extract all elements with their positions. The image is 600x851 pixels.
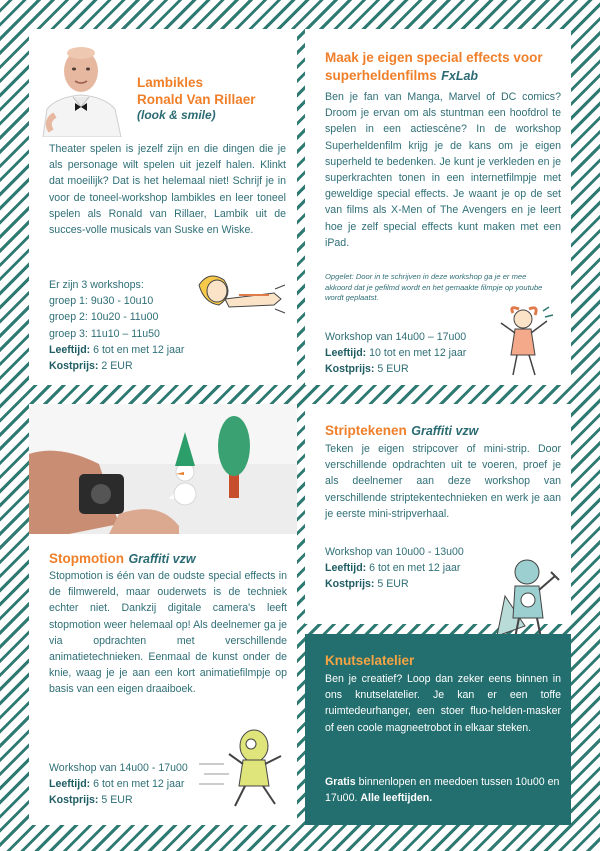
age-value: 6 tot en met 12 jaar <box>90 343 185 356</box>
fxlab-title: Maak je eigen special effects voor superheldenfilms <box>325 50 543 83</box>
free-label: Gratis <box>325 776 356 788</box>
knutselatelier-description: Ben je creatief? Loop dan zeker eens binnen in ons knutselatelier. Je kan er een toffe ruimtedeurhanger, een stoer fluo-helden-masker of een coole magneetrobot in elkaar steken. <box>325 673 561 734</box>
fxlab-organizer: FxLab <box>441 69 479 83</box>
lambikles-subtitle: (look & smile) <box>137 108 216 122</box>
time-line: Workshop van 14u00 - 17u00 <box>49 762 188 774</box>
lambikles-description: Theater spelen is jezelf zijn en die dingen die je als personage wilt spelen uit jezelf halen. Klinkt dat moeilijk? Dat is het helemaal niet! Schrijf je in voor de toneel-workshop lambikles en leer toneel spelen als Ronald van Rillaer, Lambik uit de succes-volle musicals van Suske en Wiske. <box>49 143 286 237</box>
fxlab-schedule <box>325 329 505 378</box>
price-value: 5 EUR <box>98 794 133 807</box>
price-label: Kostprijs: <box>325 578 375 591</box>
fxlab-card <box>305 29 571 385</box>
knutselatelier-info <box>325 774 561 806</box>
knutselatelier-card <box>305 634 571 825</box>
superhero-girl-illustration <box>495 305 555 380</box>
age-value: 10 tot en met 12 jaar <box>366 347 467 360</box>
running-robot-illustration <box>199 724 294 809</box>
free-text: binnenlopen en meedoen tussen 10u00 en 17u00. <box>325 776 560 805</box>
age-value: 6 tot en met 12 jaar <box>366 562 461 575</box>
all-ages: Alle leeftijden. <box>360 792 433 805</box>
striptekenen-schedule <box>325 544 505 593</box>
striptekenen-title: Striptekenen <box>325 423 407 438</box>
age-label: Leeftijd: <box>325 347 367 360</box>
price-line <box>325 361 505 377</box>
knutselatelier-title: Knutselatelier <box>325 653 415 668</box>
flying-girl-illustration <box>189 265 289 325</box>
workshops-intro: Er zijn 3 workshops: <box>49 279 144 291</box>
age-line <box>325 560 505 576</box>
price-value: 2 EUR <box>98 360 133 373</box>
stopmotion-description: Stopmotion is één van de oudste special effects in de filmwereld, maar ouderwets is de techniek echter niet. Dankzij digitale camera's leeft stopmotion weer helemaal op! Als deelnemer ga je via opdrachten met verschillende animatietechnieken. Eenmaal de kunst onder de knie, waag je je aan een kort animatiefilmpje op basis van een eigen draaiboek. <box>49 570 287 696</box>
price-label: Kostprijs: <box>325 363 375 376</box>
price-label: Kostprijs: <box>49 794 99 807</box>
lambikles-presenter: Ronald Van Rillaer <box>137 92 256 107</box>
price-line <box>49 358 286 374</box>
ronald-van-rillaer-photo <box>37 37 125 137</box>
time-line: Workshop van 14u00 – 17u00 <box>325 331 467 343</box>
group-3: groep 3: 11u10 – 11u50 <box>49 327 160 340</box>
striptekenen-organizer: Graffiti vzw <box>411 424 479 438</box>
striptekenen-description: Teken je eigen stripcover of mini-strip. Door verschillende opdrachten uit te voeren, proef je als deelnemer aan deze workshop van verschillende striptekentechnieken en werk je aan je eerste mini-stripverhaal. <box>325 443 561 520</box>
stopmotion-organizer: Graffiti vzw <box>128 552 196 566</box>
lambikles-title: Lambikles <box>137 75 204 90</box>
price-label: Kostprijs: <box>49 360 99 373</box>
price-value: 5 EUR <box>374 578 409 591</box>
group-1: groep 1: 9u30 - 10u10 <box>49 295 154 308</box>
age-label: Leeftijd: <box>49 343 91 356</box>
fxlab-description: Ben je fan van Manga, Marvel of DC comics? Droom je ervan om als stuntman een hoofdrol te spelen in een actiescène? In de workshop Superheldenfilm krijg je de kans om je eigen superheld te bedenken. Je kunt je verkleden en je superkrachten tonen in een internetfilmpje met geweldige special effects. Je waant je op de set van films als X-Men of The Avengers en je leert hoe je zelf special effects kunt maken met een iPad. <box>325 91 561 249</box>
price-line <box>325 576 505 592</box>
group-2: groep 2: 10u20 - 11u00 <box>49 311 159 324</box>
age-value: 6 tot en met 12 jaar <box>90 778 185 791</box>
stopmotion-photo <box>29 404 297 534</box>
fxlab-note: Opgelet: Door in te schrijven in deze workshop ga je er mee akkoord dat je gefilmd wordt en het gemaakte filmpje op youtube wordt geplaatst. <box>325 272 543 302</box>
age-label: Leeftijd: <box>325 562 367 575</box>
stopmotion-card <box>29 404 297 825</box>
age-line <box>325 345 505 361</box>
lambikles-card <box>29 29 297 385</box>
superhero-boy-illustration <box>495 556 565 641</box>
time-line: Workshop van 10u00 - 13u00 <box>325 546 464 558</box>
age-label: Leeftijd: <box>49 778 91 791</box>
age-line <box>49 342 286 358</box>
stopmotion-title: Stopmotion <box>49 551 124 566</box>
price-value: 5 EUR <box>374 363 409 376</box>
